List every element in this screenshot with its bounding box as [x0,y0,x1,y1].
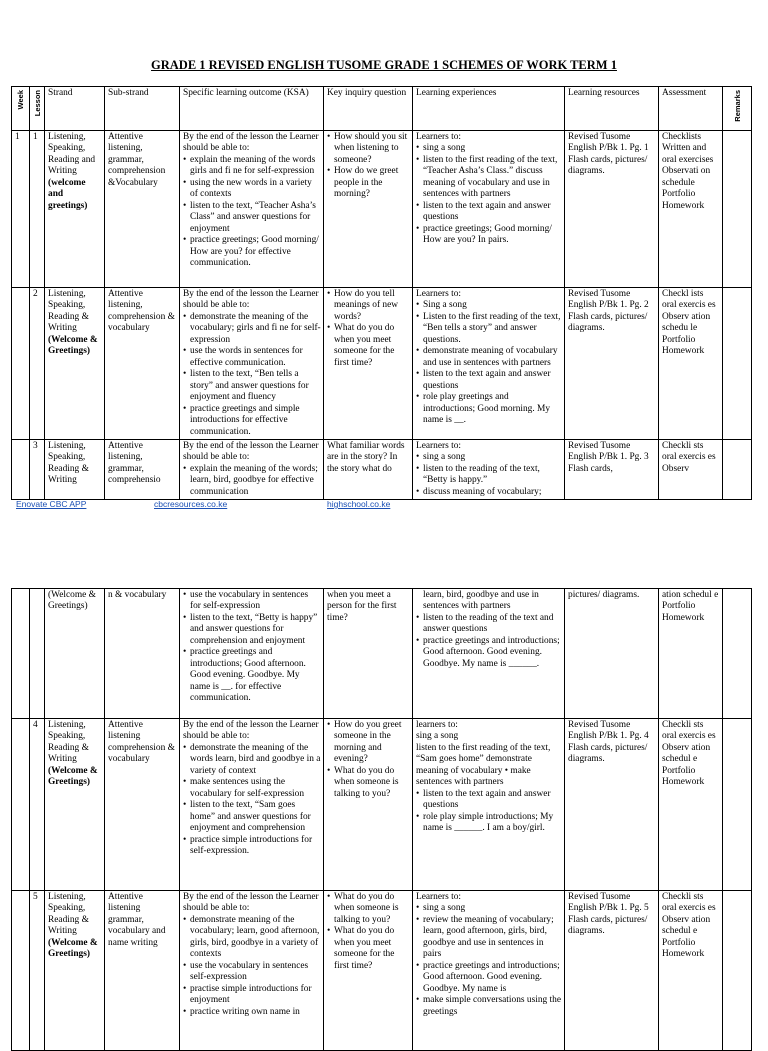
kiq-cell [324,288,413,440]
list-item: • listen to the first reading of the text, “Teacher Asha’s Class.” discuss meaning of vocabulary and use in sentences with partners [416,155,562,201]
list-item: • How do you tell meanings of new words? [327,289,410,323]
remarks-cell [723,589,752,719]
assessment-cell: Checkli sts oral exercis es Observ ation schedul e Portfolio Homework [659,719,723,891]
list-item: • How do you greet someone in the morning and evening? [327,720,410,766]
list-item: • What do you do when someone is talking to you? [327,766,410,800]
document-title: GRADE 1 REVISED ENGLISH TUSOME GRADE 1 SCHEMES OF WORK TERM 1 [151,58,617,72]
assessment-header: Assessment [659,87,723,131]
resources-header: Learning resources [565,87,659,131]
week-cell [12,440,30,500]
week-cell: 1 [12,131,30,288]
resources-cell: Revised Tusome English P/Bk 1. Pg. 1 Flash cards, pictures/ diagrams. [565,131,659,288]
list-item: • How do we greet people in the morning? [327,166,410,200]
list-item: • listen to the text again and answer questions [416,789,562,812]
experiences-cell: Learners to: • Sing a song • Listen to the first reading of the text, “Ben tells a story” and answer questions. • demonstrate meaning of vocabulary and use in sentences with partners • listen to the text again and answer questions • role play greetings and introductions; Good morning. My name is __. [413,288,565,440]
list-item: • practice greetings; Good morning/ How are you? for effective communication. [183,235,321,269]
list-item: • demonstrate the meaning of the words learn, bird and goodbye in a variety of context [183,743,321,777]
experiences-cell: Learners to: • sing a song • review the meaning of vocabulary; learn, good afternoon, girls, bird, goodbye and use in sentences in pairs • practice greetings and introductions; Good afternoon. Good evening. Goodbye. My name is • make simple conversations using the greetings [413,891,565,1051]
footer-link-highschool[interactable]: highschool.co.ke [327,499,391,509]
week-cell [12,589,30,719]
resources-cell: Revised Tusome English P/Bk 1. Pg. 3 Flash cards, [565,440,659,500]
lesson-cell [30,589,45,719]
assessment-cell: Checkli sts oral exercis es Observ ation schedul e Portfolio Homework [659,891,723,1051]
kiq-cell [324,719,413,891]
list-item: • discuss meaning of vocabulary; [416,487,562,498]
list-item: • listen to the reading of the text, “Betty is happy.” [416,464,562,487]
strand-cell: Listening, Speaking, Reading and Writing (welcome and greetings) [45,131,105,288]
strand-header: Strand [45,87,105,131]
list-item: • Listen to the first reading of the text, “Ben tells a story” and answer questions. [416,312,562,346]
lesson-cell: 3 [30,440,45,500]
substrand-header: Sub-strand [105,87,180,131]
list-item: • Sing a song [416,300,562,311]
list-item: • use the vocabulary in sentences self-expression [183,961,321,984]
scheme-table-page-1 [11,86,752,500]
lesson-cell: 5 [30,891,45,1051]
list-item: • What do you do when someone is talking to you? [327,892,410,926]
experiences-cell: Learners to: • sing a song • listen to the first reading of the text, “Teacher Asha’s Class.” discuss meaning of vocabulary and use in sentences with partners • listen to the text again and answer questions • practice greetings; Good morning/ How are you? In pairs. [413,131,565,288]
remarks-cell [723,440,752,500]
list-item: • sing a song [416,452,562,463]
week-cell [12,891,30,1051]
substrand-cell: Attentive listening, comprehension & vocabulary [105,288,180,440]
table-row [12,288,752,440]
ksa-cell: By the end of the lesson the Learner should be able to: • explain the meaning of the words; learn, bird, goodbye for effective communication [180,440,324,500]
assessment-cell: Checklists Written and oral exercises Observati on schedule Portfolio Homework [659,131,723,288]
strand-cell: (Welcome & Greetings) [45,589,105,719]
substrand-cell: Attentive listening grammar, vocabulary and name writing [105,891,180,1051]
list-item: • make sentences using the vocabulary for self-expression [183,777,321,800]
list-item: • practice simple introductions for self-expression. [183,835,321,858]
kiq-cell: What familiar words are in the story? In the story what do [324,440,413,500]
list-item: • practice greetings and introductions; Good afternoon. Good evening. Goodbye. My name is __. for effective communication. [183,647,321,704]
table-row [12,131,752,288]
substrand-cell: Attentive listening, grammar, comprehensio [105,440,180,500]
resources-cell: Revised Tusome English P/Bk 1. Pg. 4 Flash cards, pictures/ diagrams. [565,719,659,891]
header-row [12,87,752,131]
list-item: • listen to the text, “Ben tells a story” and answer questions for enjoyment and fluency [183,369,321,403]
substrand-cell: n & vocabulary [105,589,180,719]
week-header: Week [12,87,30,131]
ksa-header: Specific learning outcome (KSA) [180,87,324,131]
experiences-cell: Learners to: • sing a song • listen to the reading of the text, “Betty is happy.” • discuss meaning of vocabulary; [413,440,565,500]
lesson-header: Lesson [30,87,45,131]
table-row [12,719,752,891]
assessment-cell: ation schedul e Portfolio Homework [659,589,723,719]
list-item: • use the words in sentences for effective communication. [183,346,321,369]
week-cell [12,719,30,891]
lesson-cell: 1 [30,131,45,288]
strand-cell: Listening, Speaking, Reading & Writing (Welcome & Greetings) [45,891,105,1051]
list-item: • sing a song [416,903,562,914]
ksa-cell: By the end of the lesson the Learner should be able to: • demonstrate meaning of the vocabulary; learn, good afternoon, girls, bird, goodbye in a variety of contexts • use the vocabulary in sentences self-expression • practise simple introductions for enjoyment • practice writing own name in [180,891,324,1051]
ksa-cell: By the end of the lesson the Learner should be able to: • demonstrate the meaning of the vocabulary; girls and fi ne for self-expression • use the words in sentences for effective communication. • listen to the text, “Ben tells a story” and answer questions for enjoyment and fluency • practice greetings and simple introductions for effective communication. [180,288,324,440]
list-item: • practice writing own name in [183,1007,321,1018]
resources-cell: pictures/ diagrams. [565,589,659,719]
kiq-cell: when you meet a person for the first time? [324,589,413,719]
footer-link-cbcresources[interactable]: cbcresources.co.ke [154,499,228,509]
list-item: • listen to the text, “Sam goes home” and answer questions for enjoyment and comprehension [183,800,321,834]
resources-cell: Revised Tusome English P/Bk 1. Pg. 2 Flash cards, pictures/ diagrams. [565,288,659,440]
lesson-cell: 4 [30,719,45,891]
list-item: • review the meaning of vocabulary; learn, good afternoon, girls, bird, goodbye and use in sentences in pairs [416,915,562,961]
list-item: • demonstrate meaning of the vocabulary; learn, good afternoon, girls, bird, goodbye in a variety of contexts [183,915,321,961]
experiences-cell: learn, bird, goodbye and use in sentences with partners • listen to the reading of the text and answer questions • practice greetings and introductions; Good afternoon. Good evening. Goodbye. My name is ______. [413,589,565,719]
list-item: • listen to the text, “Teacher Asha’s Class” and answer questions for enjoyment [183,201,321,235]
assessment-cell: Checkli sts oral exercis es Observ [659,440,723,500]
list-item: • using the new words in a variety of contexts [183,178,321,201]
scheme-table-page-2 [11,588,752,1051]
list-item: • demonstrate the meaning of the vocabulary; girls and fi ne for self-expression [183,312,321,346]
remarks-cell [723,288,752,440]
strand-cell: Listening, Speaking, Reading & Writing (Welcome & Greetings) [45,288,105,440]
kiq-cell [324,891,413,1051]
list-item: • practice greetings and introductions; Good afternoon. Good evening. Goodbye. My name is ______. [416,636,562,670]
experiences-header: Learning experiences [413,87,565,131]
list-item: • listen to the text again and answer questions [416,369,562,392]
ksa-cell: By the end of the lesson the Learner should be able to: • demonstrate the meaning of the words learn, bird and goodbye in a variety of context • make sentences using the vocabulary for self-expression • listen to the text, “Sam goes home” and answer questions for enjoyment and comprehension • practice simple introductions for self-expression. [180,719,324,891]
list-item: • role play simple introductions; My name is ______. I am a boy/girl. [416,812,562,835]
list-item: • What do you do when you meet someone for the first time? [327,926,410,972]
list-item: • listen to the reading of the text and answer questions [416,613,562,636]
substrand-cell: Attentive listening comprehension & vocabulary [105,719,180,891]
table-row [12,891,752,1051]
list-item: • How should you sit when listening to someone? [327,132,410,166]
list-item: • sing a song [416,143,562,154]
list-item: • practice greetings and introductions; Good afternoon. Good evening. Goodbye. My name is [416,961,562,995]
list-item: • listen to the text again and answer questions [416,201,562,224]
remarks-cell [723,719,752,891]
table-row [12,589,752,719]
assessment-cell: Checkl ists oral exercis es Observ ation schedu le Portfolio Homework [659,288,723,440]
kiq-cell [324,131,413,288]
resources-cell: Revised Tusome English P/Bk 1. Pg. 5 Flash cards, pictures/ diagrams. [565,891,659,1051]
list-item: • listen to the text, “Betty is happy” and answer questions for comprehension and enjoyment [183,613,321,647]
kiq-header: Key inquiry question [324,87,413,131]
list-item: • explain the meaning of the words; learn, bird, goodbye for effective communication [183,464,321,498]
remarks-cell [723,131,752,288]
remarks-header: Remarks [723,87,752,131]
footer-link-enovate[interactable]: Enovate CBC APP [16,499,87,509]
experiences-cell: learners to: sing a song listen to the first reading of the text, “Sam goes home” demonstrate meaning of vocabulary • make sentences with partners • listen to the text again and answer questions • role play simple introductions; My name is ______. I am a boy/girl. [413,719,565,891]
strand-cell: Listening, Speaking, Reading & Writing [45,440,105,500]
substrand-cell: Attentive listening, grammar, comprehension &Vocabulary [105,131,180,288]
ksa-cell [180,589,324,719]
lesson-cell: 2 [30,288,45,440]
list-item: • role play greetings and introductions; Good morning. My name is __. [416,392,562,426]
list-item: • make simple conversations using the greetings [416,995,562,1018]
list-item: • practise simple introductions for enjoyment [183,984,321,1007]
table-row [12,440,752,500]
week-cell [12,288,30,440]
list-item: • explain the meaning of the words girls and fi ne for self-expression [183,155,321,178]
remarks-cell [723,891,752,1051]
list-item: • What do you do when you meet someone for the first time? [327,323,410,369]
ksa-cell: By the end of the lesson the Learner should be able to: • explain the meaning of the words girls and fi ne for self-expression • using the new words in a variety of contexts • listen to the text, “Teacher Asha’s Class” and answer questions for enjoyment • practice greetings; Good morning/ How are you? for effective communication. [180,131,324,288]
list-item: • demonstrate meaning of vocabulary and use in sentences with partners [416,346,562,369]
list-item: • practice greetings and simple introductions for effective communication. [183,404,321,438]
list-item: • use the vocabulary in sentences for self-expression [183,590,321,613]
strand-cell: Listening, Speaking, Reading & Writing (Welcome & Greetings) [45,719,105,891]
list-item: • practice greetings; Good morning/ How are you? In pairs. [416,224,562,247]
